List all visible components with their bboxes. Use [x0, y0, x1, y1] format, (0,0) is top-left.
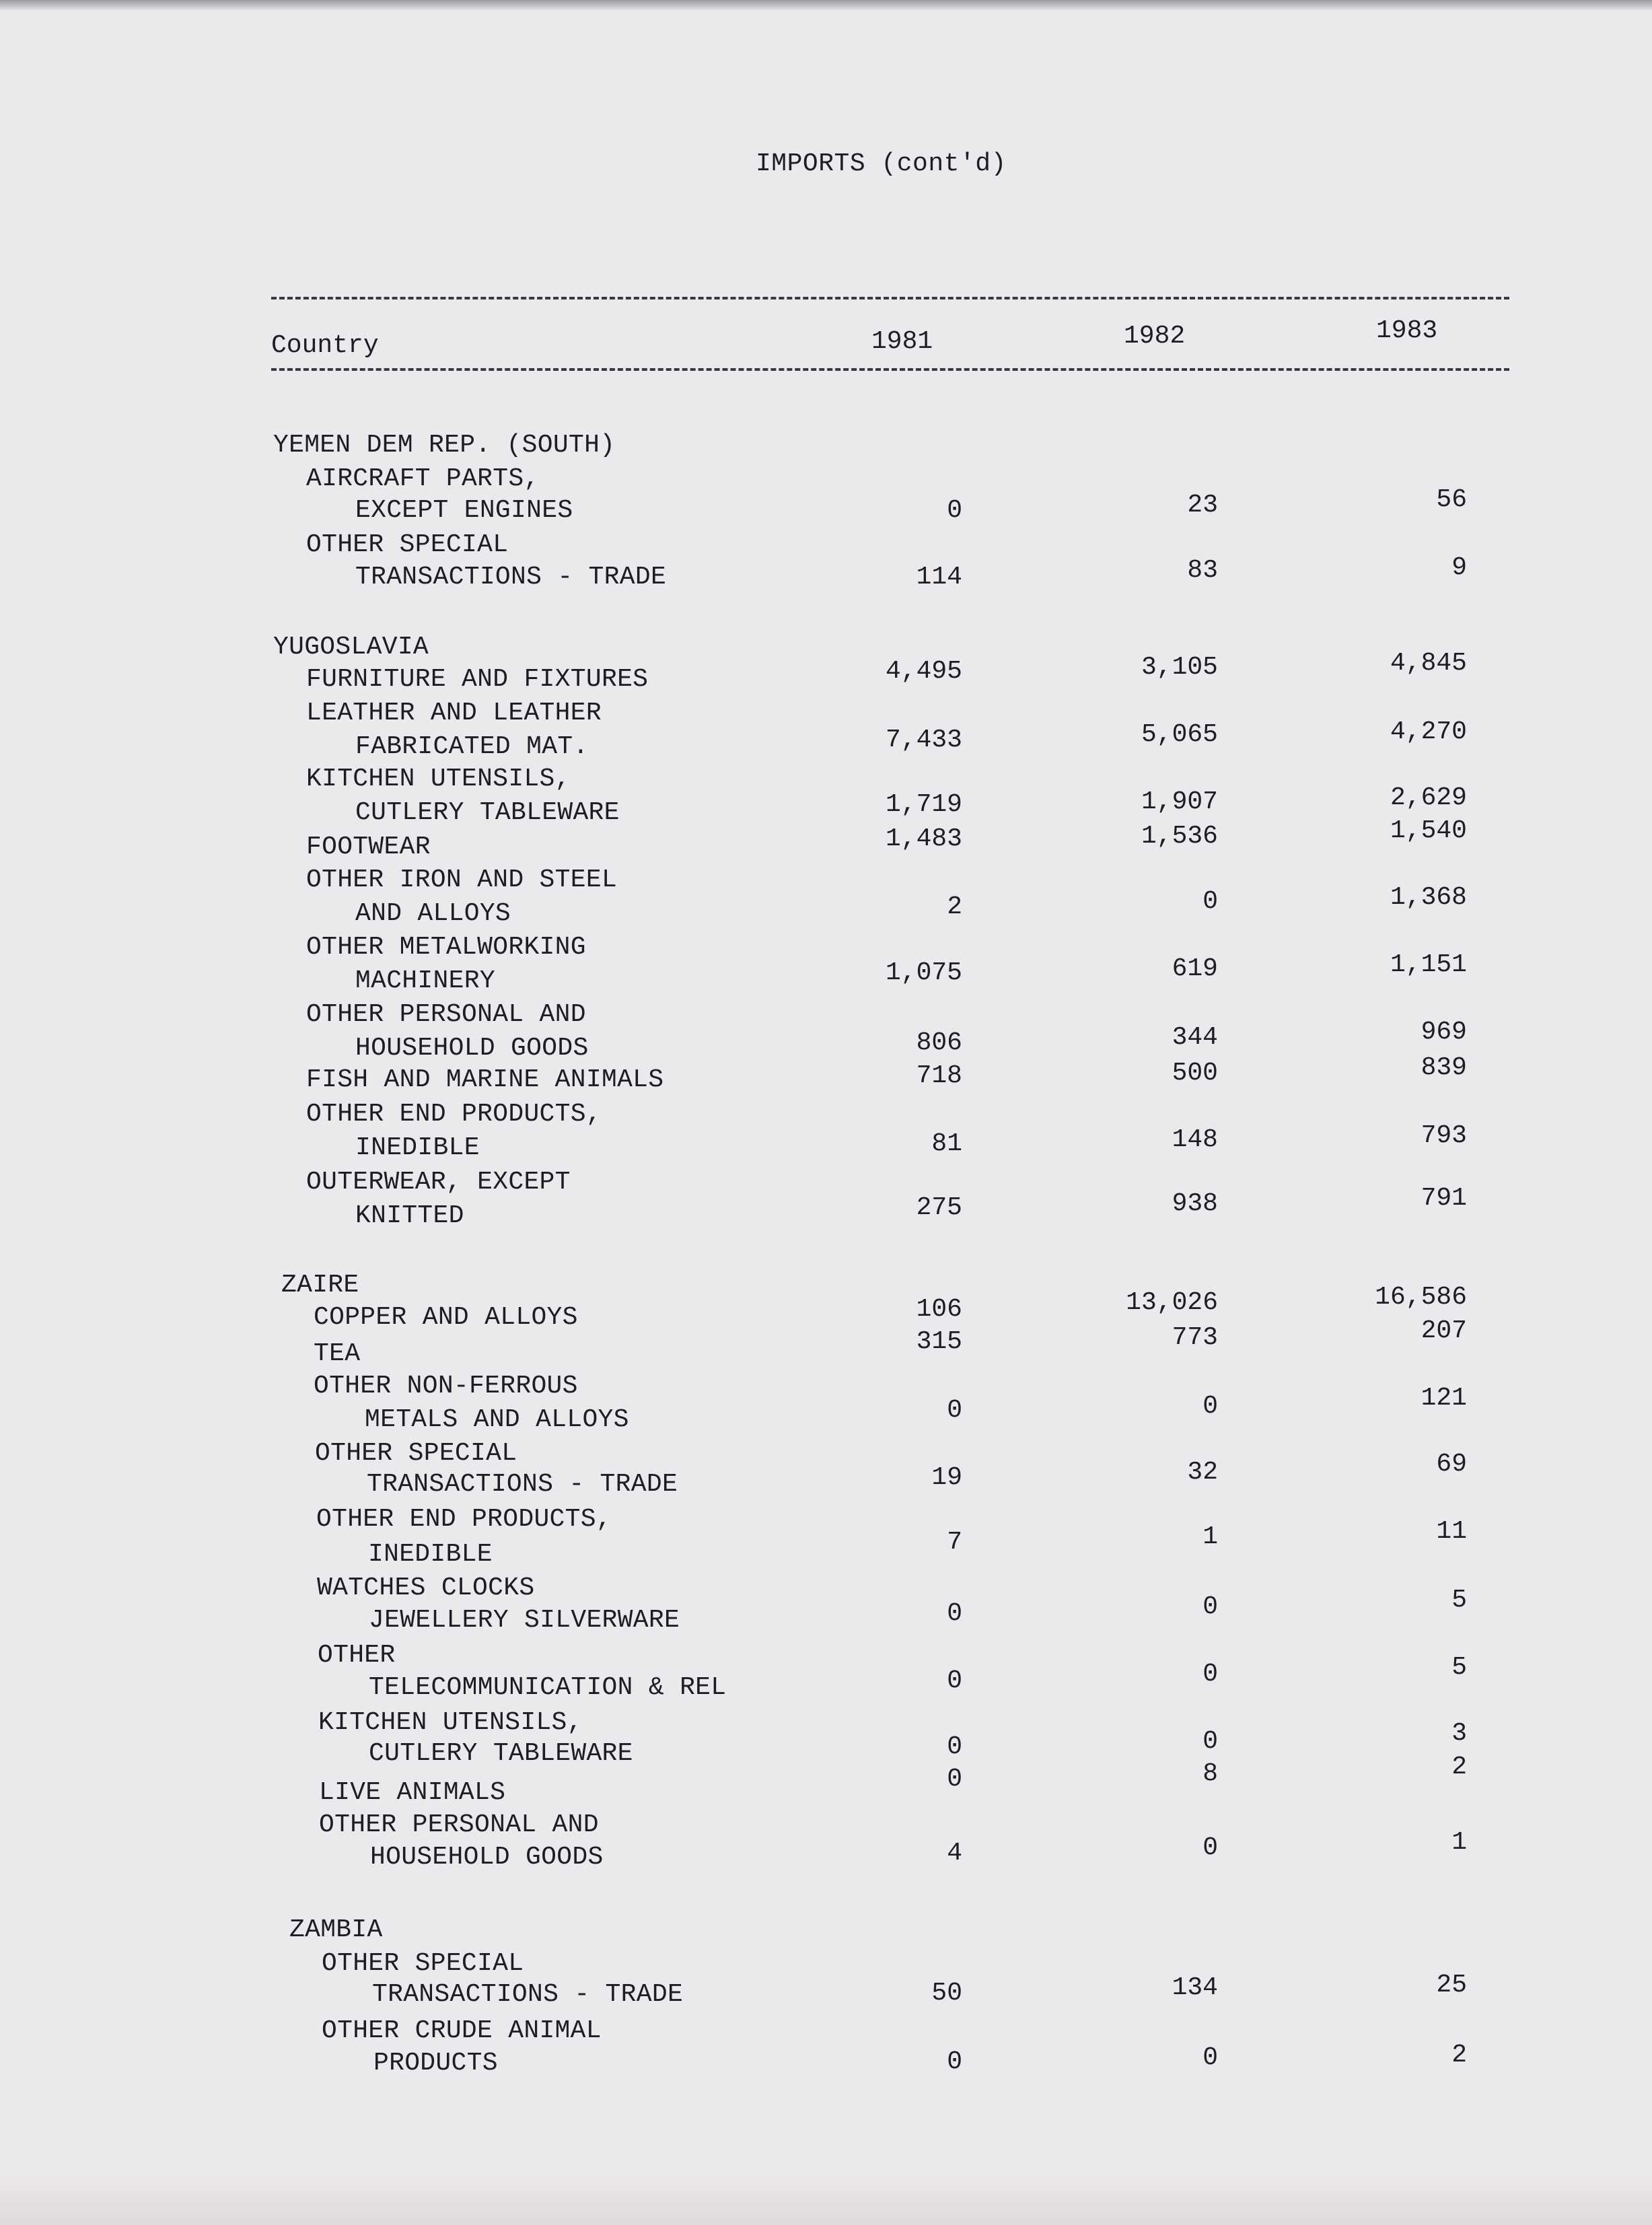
commodity-label: FOOTWEAR: [306, 833, 431, 861]
value-1983: 1: [1451, 1828, 1467, 1857]
commodity-label: OTHER: [318, 1641, 396, 1670]
value-1981: 0: [947, 496, 962, 525]
value-1982: 1: [1202, 1522, 1218, 1551]
value-1983: 11: [1436, 1517, 1467, 1546]
commodity-label-cont: HOUSEHOLD GOODS: [370, 1843, 604, 1872]
value-1982: 0: [1202, 2043, 1218, 2072]
commodity-label-cont: EXCEPT ENGINES: [355, 496, 573, 525]
column-header-1981: 1981: [871, 327, 933, 356]
value-1981: 1,719: [885, 790, 962, 819]
commodity-row-cont: [0, 485, 1652, 530]
value-1981: 0: [947, 1599, 962, 1628]
commodity-label-cont: TRANSACTIONS - TRADE: [367, 1470, 678, 1499]
page-bottom-shade: [0, 2174, 1652, 2225]
value-1983: 4,845: [1390, 649, 1467, 678]
commodity-row-cont: [0, 717, 1652, 766]
value-1983: 2: [1451, 2041, 1467, 2070]
value-1982: 344: [1172, 1023, 1218, 1052]
value-1981: 806: [916, 1028, 962, 1057]
value-1983: 25: [1436, 1971, 1467, 2000]
commodity-row-cont: [0, 950, 1652, 1000]
commodity-label: OTHER CRUDE ANIMAL: [322, 2016, 602, 2045]
value-1981: 4,495: [885, 657, 962, 686]
commodity-label-cont: TRANSACTIONS - TRADE: [355, 563, 667, 592]
value-1983: 3: [1451, 1719, 1467, 1748]
commodity-label: FURNITURE AND FIXTURES: [306, 665, 649, 694]
value-1982: 0: [1202, 887, 1218, 916]
value-1983: 2,629: [1390, 783, 1467, 812]
value-1983: 121: [1421, 1384, 1467, 1413]
commodity-label-cont: CUTLERY TABLEWARE: [355, 798, 620, 827]
value-1981: 1,075: [885, 958, 962, 987]
commodity-row: [0, 816, 1652, 866]
value-1982: 5,065: [1141, 720, 1218, 749]
value-1982: 8: [1202, 1759, 1218, 1788]
commodity-label-cont: PRODUCTS: [373, 2049, 498, 2078]
commodity-row-cont: [0, 883, 1652, 933]
commodity-row-cont: [0, 1971, 1652, 2014]
commodity-label: OTHER NON-FERROUS: [314, 1372, 578, 1401]
country-name: ZAIRE: [281, 1271, 359, 1300]
commodity-label-cont: INEDIBLE: [368, 1540, 493, 1569]
commodity-label: LIVE ANIMALS: [319, 1778, 506, 1807]
commodity-label: KITCHEN UTENSILS,: [306, 765, 571, 793]
value-1981: 275: [916, 1193, 962, 1222]
country-name: YEMEN DEM REP. (SOUTH): [273, 431, 616, 460]
commodity-label-cont: FABRICATED MAT.: [355, 732, 589, 761]
value-1983: 1,368: [1390, 883, 1467, 912]
commodity-label: OTHER METALWORKING: [306, 933, 586, 962]
commodity-label: COPPER AND ALLOYS: [314, 1303, 578, 1332]
commodity-label: OTHER END PRODUCTS,: [316, 1505, 612, 1534]
value-1982: 1,907: [1141, 787, 1218, 816]
value-1981: 0: [947, 1396, 962, 1425]
value-1981: 7: [947, 1528, 962, 1557]
value-1983: 839: [1421, 1053, 1467, 1082]
commodity-label: KITCHEN UTENSILS,: [318, 1708, 583, 1737]
value-1983: 69: [1436, 1450, 1467, 1479]
value-1981: 0: [947, 1765, 962, 1794]
column-header-1983: 1983: [1376, 316, 1438, 345]
value-1983: 5: [1451, 1586, 1467, 1615]
value-1981: 4: [947, 1839, 962, 1868]
table-rule-bottom: [271, 368, 1509, 371]
value-1982: 23: [1187, 491, 1218, 520]
commodity-row-cont: [0, 1828, 1652, 1876]
commodity-label-cont: TELECOMMUNICATION & REL: [369, 1673, 727, 1702]
table-rule-top: [271, 297, 1509, 299]
value-1983: 4,270: [1390, 717, 1467, 746]
value-1982: 0: [1202, 1392, 1218, 1421]
value-1982: 3,105: [1141, 653, 1218, 682]
page-title: IMPORTS (cont'd): [756, 149, 1007, 178]
commodity-label: OTHER PERSONAL AND: [319, 1810, 599, 1839]
value-1982: 0: [1202, 1660, 1218, 1689]
commodity-label: LEATHER AND LEATHER: [306, 699, 602, 728]
value-1982: 134: [1172, 1973, 1218, 2002]
value-1982: 0: [1202, 1592, 1218, 1621]
country-row: [0, 1915, 1652, 1949]
commodity-label: OTHER SPECIAL: [315, 1439, 517, 1468]
value-1982: 773: [1172, 1323, 1218, 1352]
commodity-label-cont: AND ALLOYS: [355, 899, 511, 928]
commodity-label-cont: METALS AND ALLOYS: [365, 1405, 629, 1434]
page-top-edge: [0, 0, 1652, 11]
commodity-label-cont: MACHINERY: [355, 966, 495, 995]
value-1981: 50: [931, 1979, 962, 2008]
value-1983: 1,151: [1390, 950, 1467, 979]
value-1983: 207: [1421, 1316, 1467, 1345]
commodity-label-cont: TRANSACTIONS - TRADE: [372, 1980, 684, 2009]
value-1982: 1,536: [1141, 822, 1218, 851]
value-1982: 13,026: [1126, 1288, 1218, 1317]
value-1981: 718: [916, 1061, 962, 1090]
value-1981: 315: [916, 1327, 962, 1356]
commodity-label: OTHER END PRODUCTS,: [306, 1100, 602, 1129]
commodity-row: [0, 1053, 1652, 1099]
commodity-label: TEA: [314, 1339, 361, 1368]
commodity-label-cont: INEDIBLE: [355, 1133, 480, 1162]
commodity-label: OTHER IRON AND STEEL: [306, 866, 618, 894]
value-1983: 791: [1421, 1184, 1467, 1213]
value-1981: 2: [947, 892, 962, 921]
value-1981: 19: [931, 1463, 962, 1492]
value-1982: 148: [1172, 1125, 1218, 1154]
value-1982: 32: [1187, 1458, 1218, 1487]
value-1981: 0: [947, 1666, 962, 1695]
commodity-row: [0, 649, 1652, 699]
country-name: ZAMBIA: [289, 1915, 383, 1944]
value-1983: 56: [1436, 485, 1467, 514]
country-row: [0, 431, 1652, 464]
value-1983: 2: [1451, 1753, 1467, 1781]
value-1981: 0: [947, 1732, 962, 1761]
value-1982: 83: [1187, 556, 1218, 585]
commodity-row-cont: [0, 2041, 1652, 2082]
value-1983: 5: [1451, 1653, 1467, 1682]
value-1981: 7,433: [885, 726, 962, 754]
commodity-label: OTHER SPECIAL: [322, 1949, 524, 1978]
commodity-label-cont: HOUSEHOLD GOODS: [355, 1034, 589, 1063]
value-1982: 938: [1172, 1189, 1218, 1218]
column-header-1982: 1982: [1124, 322, 1186, 351]
commodity-label-cont: KNITTED: [355, 1201, 464, 1230]
value-1981: 0: [947, 2047, 962, 2076]
value-1981: 106: [916, 1295, 962, 1324]
value-1983: 793: [1421, 1121, 1467, 1150]
value-1983: 16,586: [1375, 1283, 1467, 1312]
commodity-label: FISH AND MARINE ANIMALS: [306, 1065, 664, 1094]
commodity-row-cont: [0, 1184, 1652, 1235]
commodity-label: WATCHES CLOCKS: [317, 1574, 535, 1602]
commodity-label-cont: CUTLERY TABLEWARE: [369, 1739, 633, 1768]
value-1982: 619: [1172, 954, 1218, 983]
column-header-country: Country: [271, 331, 379, 360]
value-1981: 81: [931, 1129, 962, 1158]
value-1981: 1,483: [885, 824, 962, 853]
commodity-row-cont: [0, 553, 1652, 596]
value-1983: 969: [1421, 1018, 1467, 1047]
value-1981: 114: [916, 563, 962, 592]
value-1983: 9: [1451, 553, 1467, 582]
country-name: YUGOSLAVIA: [273, 633, 429, 662]
commodity-label: OTHER PERSONAL AND: [306, 1000, 586, 1029]
commodity-label: OTHER SPECIAL: [306, 530, 509, 559]
value-1982: 0: [1202, 1833, 1218, 1862]
value-1983: 1,540: [1390, 816, 1467, 845]
commodity-label: AIRCRAFT PARTS,: [306, 464, 540, 493]
commodity-row-cont: [0, 1121, 1652, 1167]
commodity-label-cont: JEWELLERY SILVERWARE: [369, 1606, 680, 1635]
value-1982: 0: [1202, 1727, 1218, 1756]
commodity-label: OUTERWEAR, EXCEPT: [306, 1168, 571, 1197]
value-1982: 500: [1172, 1059, 1218, 1088]
